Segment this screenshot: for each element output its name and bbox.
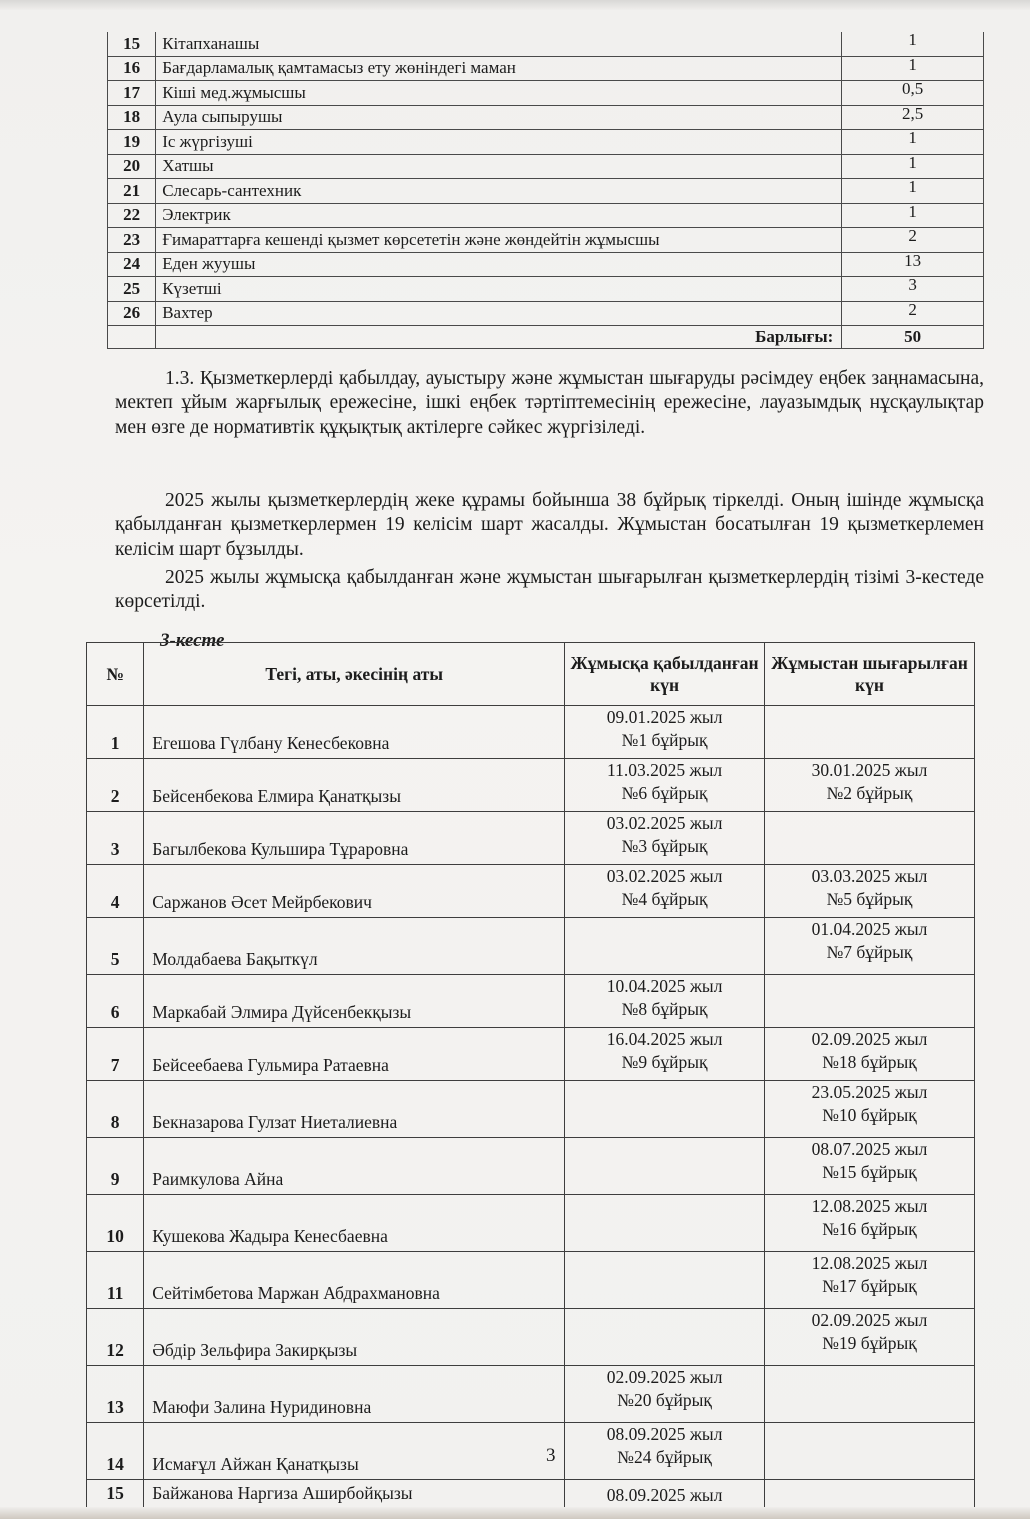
position-name: Аула сыпырушы: [156, 105, 842, 130]
staff-count: 1: [842, 154, 984, 179]
hired-cell: [565, 918, 765, 975]
fired-date: 02.09.2025 жыл: [811, 1029, 928, 1049]
staff-count: 1: [842, 56, 984, 81]
staff-positions-table: [107, 32, 984, 349]
fired-date: 02.09.2025 жыл: [811, 1310, 928, 1330]
staff-count: 0,5: [842, 81, 984, 106]
row-number: 17: [108, 81, 156, 106]
row-number: 4: [87, 865, 144, 918]
row-number: 26: [108, 301, 156, 326]
table3-caption: 3-кесте: [160, 630, 225, 651]
employee-name: Сейтімбетова Маржан Абдрахмановна: [144, 1252, 565, 1309]
position-name: Слесарь-сантехник: [156, 179, 842, 204]
header-hired: Жұмысқа қабылданған күн: [565, 643, 765, 706]
hired-cell: [565, 865, 765, 918]
fired-date: 23.05.2025 жыл: [811, 1082, 928, 1102]
position-name: Іс жүргізуші: [156, 130, 842, 155]
fired-order: №16 бұйрық: [822, 1219, 917, 1239]
previous-page-edge: [0, 0, 1030, 10]
hired-order: №9 бұйрық: [621, 1052, 708, 1072]
total-row: [108, 326, 984, 349]
hired-date: 16.04.2025 жыл: [606, 1029, 723, 1049]
row-number: 9: [87, 1138, 144, 1195]
fired-cell: [765, 865, 975, 918]
table-row: [87, 706, 975, 759]
row-number: 25: [108, 277, 156, 302]
staff-count: 3: [842, 277, 984, 302]
employee-name: Кушекова Жадыра Кенесбаевна: [144, 1195, 565, 1252]
fired-cell: [765, 706, 975, 759]
staff-count: 2: [842, 228, 984, 253]
hired-date: 03.02.2025 жыл: [606, 866, 723, 886]
table-row: [87, 1252, 975, 1309]
total-empty-cell: [108, 326, 156, 349]
staff-count: 13: [842, 252, 984, 277]
table-row: [108, 105, 984, 130]
position-name: Кіші мед.жұмысшы: [156, 81, 842, 106]
table-row: [108, 203, 984, 228]
position-name: Еден жуушы: [156, 252, 842, 277]
row-number: 24: [108, 252, 156, 277]
row-number: 12: [87, 1309, 144, 1366]
hired-order: №20 бұйрық: [617, 1390, 712, 1410]
table-row: [108, 56, 984, 81]
row-number: 19: [108, 130, 156, 155]
hired-cell: [565, 1195, 765, 1252]
hired-cell: [565, 1423, 765, 1480]
table-row: [87, 759, 975, 812]
employee-name: Бекназарова Гулзат Ниеталиевна: [144, 1081, 565, 1138]
staff-count: 1: [842, 130, 984, 155]
employee-name: Исмағұл Айжан Қанатқызы: [144, 1423, 565, 1480]
employee-name: Байжанова Наргиза Аширбойқызы: [144, 1480, 565, 1512]
row-number: 13: [87, 1366, 144, 1423]
total-value: 50: [842, 326, 984, 349]
row-number: 20: [108, 154, 156, 179]
row-number: 15: [108, 32, 156, 56]
hired-date: 10.04.2025 жыл: [606, 976, 723, 996]
row-number: 23: [108, 228, 156, 253]
row-number: 1: [87, 706, 144, 759]
table-row: [108, 154, 984, 179]
position-name: Кітапханашы: [156, 32, 842, 56]
fired-order: №15 бұйрық: [822, 1162, 917, 1182]
row-number: 22: [108, 203, 156, 228]
hired-cell: [565, 1028, 765, 1081]
staff-count: 2: [842, 301, 984, 326]
position-name: Ғимараттарға кешенді қызмет көрсететін және жөндейтін жұмысшы: [156, 228, 842, 253]
row-number: 15: [87, 1480, 144, 1512]
table-row: [87, 812, 975, 865]
row-number: 21: [108, 179, 156, 204]
table-row: [108, 301, 984, 326]
employee-name: Әбдір Зельфира Закирқызы: [144, 1309, 565, 1366]
fired-date: 12.08.2025 жыл: [811, 1253, 928, 1273]
employee-name: Егешова Гүлбану Кенесбековна: [144, 706, 565, 759]
fired-cell: [765, 1309, 975, 1366]
staff-count: 1: [842, 203, 984, 228]
fired-cell: [765, 1028, 975, 1081]
employee-name: Молдабаева Бақыткүл: [144, 918, 565, 975]
hired-cell: [565, 1081, 765, 1138]
table-row: [87, 1138, 975, 1195]
table-row: [108, 252, 984, 277]
hired-date: 11.03.2025 жыл: [607, 760, 723, 780]
hired-cell: [565, 812, 765, 865]
hired-date: 09.01.2025 жыл: [606, 707, 723, 727]
fired-cell: [765, 1081, 975, 1138]
table-row: [108, 81, 984, 106]
position-name: Хатшы: [156, 154, 842, 179]
fired-cell: [765, 812, 975, 865]
table-row: [87, 918, 975, 975]
position-name: Күзетші: [156, 277, 842, 302]
hired-order: №1 бұйрық: [621, 730, 708, 750]
table-row: [108, 32, 984, 56]
employee-name: Багылбекова Кульшира Тұраровна: [144, 812, 565, 865]
fired-order: №7 бұйрық: [826, 942, 913, 962]
row-number: 10: [87, 1195, 144, 1252]
fired-cell: [765, 1366, 975, 1423]
fired-order: №10 бұйрық: [822, 1105, 917, 1125]
row-number: 6: [87, 975, 144, 1028]
hired-date: 08.09.2025 жыл: [606, 1424, 723, 1444]
row-number: 11: [87, 1252, 144, 1309]
header-num: №: [87, 643, 144, 706]
fired-order: №5 бұйрық: [826, 889, 913, 909]
position-name: Электрик: [156, 203, 842, 228]
row-number: 2: [87, 759, 144, 812]
fired-order: №2 бұйрық: [826, 783, 913, 803]
table-row: [108, 228, 984, 253]
table-row: [87, 1309, 975, 1366]
table-row: [87, 975, 975, 1028]
hired-cell: [565, 706, 765, 759]
table-row: [87, 1423, 975, 1480]
fired-cell: [765, 918, 975, 975]
table-row: [87, 1195, 975, 1252]
hired-cell: [565, 1138, 765, 1195]
table-row: [108, 130, 984, 155]
table-row: [108, 277, 984, 302]
fired-date: 01.04.2025 жыл: [811, 919, 928, 939]
employee-name: Раимкулова Айна: [144, 1138, 565, 1195]
hired-cell: [565, 759, 765, 812]
hired-order: №8 бұйрық: [621, 999, 708, 1019]
row-number: 18: [108, 105, 156, 130]
staff-count: 1: [842, 179, 984, 204]
row-number: 7: [87, 1028, 144, 1081]
hired-order: №24 бұйрық: [617, 1447, 712, 1467]
page-bottom-edge: [0, 1507, 1030, 1519]
hired-date: 03.02.2025 жыл: [606, 813, 723, 833]
fired-date: 08.07.2025 жыл: [811, 1139, 928, 1159]
employee-name: Саржанов Әсет Мейрбекович: [144, 865, 565, 918]
row-number: 5: [87, 918, 144, 975]
employee-name: Бейсеебаева Гульмира Ратаевна: [144, 1028, 565, 1081]
fired-cell: [765, 975, 975, 1028]
position-name: Вахтер: [156, 301, 842, 326]
total-label: Барлығы:: [156, 326, 842, 349]
table-row: [87, 1028, 975, 1081]
page-number: 3: [546, 1445, 556, 1466]
table-row: [87, 865, 975, 918]
hired-date: 02.09.2025 жыл: [606, 1367, 723, 1387]
row-number: 14: [87, 1423, 144, 1480]
table-row: [87, 1366, 975, 1423]
header-name: Тегі, аты, әкесінің аты: [144, 643, 565, 706]
hired-cell: [565, 1252, 765, 1309]
position-name: Бағдарламалық қамтамасыз ету жөніндегі маман: [156, 56, 842, 81]
hired-cell: [565, 975, 765, 1028]
fired-date: 30.01.2025 жыл: [811, 760, 928, 780]
staff-count: 1: [842, 32, 984, 56]
hired-order: №4 бұйрық: [621, 889, 708, 909]
fired-cell: [765, 1195, 975, 1252]
hired-date: 08.09.2025 жыл: [606, 1485, 723, 1505]
hired-cell: [565, 1366, 765, 1423]
fired-order: №18 бұйрық: [822, 1052, 917, 1072]
employee-name: Маюфи Залина Нуридиновна: [144, 1366, 565, 1423]
row-number: 8: [87, 1081, 144, 1138]
table-header-row: [87, 643, 975, 706]
fired-cell: [765, 759, 975, 812]
fired-date: 12.08.2025 жыл: [811, 1196, 928, 1216]
employee-name: Бейсенбекова Елмира Қанатқызы: [144, 759, 565, 812]
header-fired: Жұмыстан шығарылған күн: [765, 643, 975, 706]
fired-order: №17 бұйрық: [822, 1276, 917, 1296]
hired-order: №3 бұйрық: [621, 836, 708, 856]
paragraph-1-3: 1.3. Қызметкерлерді қабылдау, ауыстыру және жұмыстан шығаруды рәсімдеу еңбек заңнамасына, мектеп ұйым жарғылық ережесіне, ішкі еңбек тәртіптемесінің ережесіне, лауазымдық нұсқаулықтар мен өзге де нормативтік құқықтық актілерге сәйкес жүргізіледі.: [115, 368, 984, 438]
fired-cell: [765, 1138, 975, 1195]
paragraph-table3-intro: 2025 жылы жұмысқа қабылданған және жұмыстан шығарылған қызметкерлердің тізімі 3-кестеде көрсетілді.: [115, 567, 984, 613]
row-number: 16: [108, 56, 156, 81]
employee-name: Маркабай Элмира Дүйсенбекқызы: [144, 975, 565, 1028]
hired-order: №6 бұйрық: [621, 783, 708, 803]
paragraph-orders-summary: 2025 жылы қызметкерлердің жеке құрамы бойынша 38 бұйрық тіркелді. Оның ішінде жұмысқа қабылданған қызметкерлермен 19 келісім шарт жасалды. Жұмыстан босатылған 19 қызметкерлемен келісім шарт бұзылды.: [115, 490, 984, 560]
hired-cell: [565, 1309, 765, 1366]
hired-fired-table: [86, 642, 975, 1512]
staff-count: 2,5: [842, 105, 984, 130]
fired-date: 03.03.2025 жыл: [811, 866, 928, 886]
fired-order: №19 бұйрық: [822, 1333, 917, 1353]
table-row: [108, 179, 984, 204]
table-row: [87, 1081, 975, 1138]
row-number: 3: [87, 812, 144, 865]
fired-cell: [765, 1252, 975, 1309]
fired-cell: [765, 1423, 975, 1480]
